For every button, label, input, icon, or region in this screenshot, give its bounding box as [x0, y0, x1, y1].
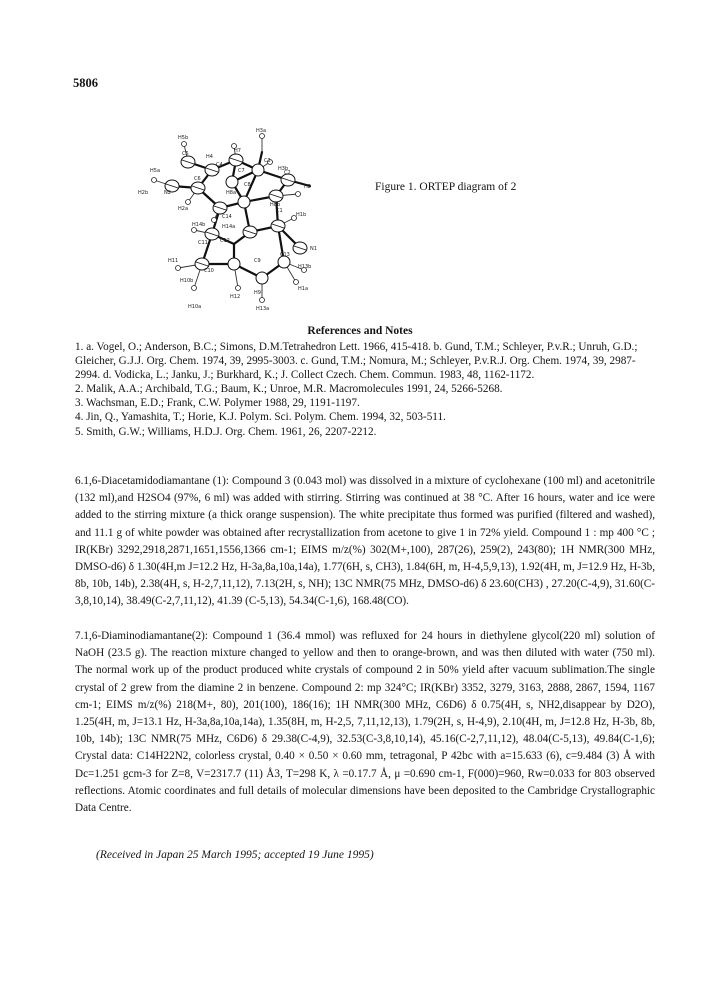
svg-text:C1: C1 — [276, 208, 283, 214]
reference-3: 3. Wachsman, E.D.; Frank, C.W. Polymer 1988, 29, 1191-1197. — [75, 397, 360, 410]
svg-text:H3a: H3a — [256, 128, 267, 134]
note-7-diaminodiamantane: 7.1,6-Diaminodiamantane(2): Compound 1 (36.4 mmol) was refluxed for 24 hours in diethylene glycol(220 ml) solution of NaOH (23.5 g). The reaction mixture changed to yellow and then to orange-brown, and was then diluted with water (750 ml). The normal work up of the product produced white crystals of compound 2 in 50% yield after vacuum sublimation.The single crystal of 2 grew from the diamine 2 in benzene. Compound 2: mp 324°C; IR(KBr) 3352, 3279, 3163, 2888, 2867, 1594, 1167 cm-1; EIMS m/z(%) 218(M+, 80), 201(100), 186(16); 1H NMR(300 MHz, C6D6) δ 0.75(4H, s, NH2,disappear by D2O), 1.25(4H, m, J=13.1 Hz, H-3a,8a,10a,14a), 1.35(8H, m, H-2,5, 7,11,12,13), 1.79(2H, s, H-4,9), 2.10(4H, m, J=12.8 Hz, H-3b, 8b, 10b, 14b); 13C NMR(75 MHz, C6D6) δ 29.38(C-4,9), 32.53(C-3,8,10,14), 45.16(C-2,7,11,12), 48.04(C-5,13), 49.84(C-1,6); Crystal data: C14H22N2, colorless crystal, 0.40 × 0.50 × 0.60 mm, tetragonal, P 42bc with a=15.633 (6), c=9.484 (3) Å with Dc=1.251 gcm-3 for Z=8, V=2317.7 (11) Å3, T=298 K, λ =0.17.7 Å, μ =0.690 cm-1, F(000)=960, Rw=0.033 for 803 observed reflections. Atomic coordinates and full details of molecular dimensions have been deposited to the Cambridge Crystallographic Data Centre. — [75, 630, 655, 815]
atom-c3 — [252, 164, 264, 176]
svg-text:H10a: H10a — [188, 304, 202, 310]
svg-text:H14b: H14b — [192, 222, 206, 228]
svg-text:H5a: H5a — [150, 168, 161, 174]
svg-text:H2b: H2b — [138, 190, 149, 196]
svg-text:H13b: H13b — [298, 264, 312, 270]
svg-text:C8: C8 — [244, 182, 251, 188]
svg-text:H4: H4 — [206, 154, 213, 160]
svg-text:C12: C12 — [220, 238, 230, 244]
note-6-diacetamidodiamantane: 6.1,6-Diacetamidodiamantane (1): Compound 3 (0.043 mol) was dissolved in a mixture of cyclohexane (100 ml) and acetonitrile (132 ml),and H2SO4 (97%, 6 ml) was added with stirring. Stirring was continued at 38 °C. After 16 hours, water and ice were added to the stirring mixture (a thick orange suspension). The white precipitate thus formed was purified (filtered and washed), and 11.1 g of white powder was obtained after recrystallization from acetone to give 1 in 72% yield. Compound 1 : mp 400 °C ; IR(KBr) 3292,2918,2871,1651,1556,1366 cm-1; EIMS m/z(%) 302(M+,100), 287(26), 259(2), 243(80); 1H NMR(300 MHz, DMSO-d6) δ 1.30(4H,m J=12.2 Hz, H-3a,8a,10a,14a), 1.77(6H, s, CH3), 1.84(6H, m, H-4,5,9,13), 1.92(4H, m, J=12.9 Hz, H-3b, 8b, 10b, 14b), 2.38(4H, s, H-2,7,11,12), 7.13(2H, s, NH); 13C NMR(75 MHz, DMSO-d6) δ 23.60(CH3) , 27.20(C-4,9), 31.60(C-3,8,10,14), 38.49(C-2,7,11,12), 41.39 (C-5,13), 54.34(C-1,6), 168.48(CO). — [75, 475, 655, 608]
svg-text:H3b: H3b — [278, 166, 289, 172]
svg-text:C9: C9 — [254, 258, 261, 264]
svg-text:C5: C5 — [182, 151, 189, 157]
figure-caption: Figure 1. ORTEP diagram of 2 — [375, 181, 517, 193]
received-dates: (Received in Japan 25 March 1995; accepted 19 June 1995) — [96, 849, 374, 861]
reference-2: 2. Malik, A.A.; Archibald, T.G.; Baum, K.; Unroe, M.R. Macromolecules 1991, 24, 5266-5268. — [75, 383, 503, 396]
svg-text:C7: C7 — [238, 168, 245, 174]
svg-text:C2: C2 — [284, 170, 291, 176]
svg-text:C13: C13 — [280, 252, 290, 258]
reference-4: 4. Jin, Q., Yamashita, T.; Horie, K.J. Polym. Sci. Polym. Chem. 1994, 32, 503-511. — [75, 411, 446, 424]
references-list — [75, 340, 655, 439]
svg-text:H7: H7 — [234, 148, 241, 154]
reference-5: 5. Smith, G.W.; Williams, H.D.J. Org. Chem. 1961, 26, 2207-2212. — [75, 425, 377, 438]
atom-c8 — [226, 176, 238, 188]
svg-text:C3: C3 — [264, 158, 271, 164]
reference-1: 1. a. Vogel, O.; Anderson, B.C.; Simons, D.M.Tetrahedron Lett. 1966, 415-418. b. Gund, T.M.; Schleyer, P.v.R.; Unruh, G.D.; Gleicher, G.J.J. Org. Chem. 1974, 39, 2995-3003. c. Gund, T.M.; Nomura, M.; Schleyer, P.v.R.J. Org. Chem. 1974, 39, 2987-2994. d. Vodicka, L.; Janku, J.; Burkhard, K.; J. Collect Czech. Chem. Commun. 1983, 48, 1162-1172. — [75, 341, 638, 382]
references-heading: References and Notes — [307, 325, 413, 337]
svg-text:H8a: H8a — [226, 190, 237, 196]
atom-c9b — [256, 272, 268, 284]
svg-text:H9: H9 — [254, 290, 261, 296]
svg-text:C4: C4 — [216, 162, 223, 168]
svg-text:H8b: H8b — [270, 202, 281, 208]
svg-text:H1a: H1a — [298, 286, 309, 292]
svg-text:C11: C11 — [198, 240, 208, 246]
svg-text:H12: H12 — [230, 294, 241, 300]
svg-text:C6: C6 — [194, 176, 201, 182]
svg-text:C10: C10 — [204, 268, 214, 274]
svg-text:H13a: H13a — [256, 306, 270, 312]
ortep-figure — [138, 122, 338, 320]
svg-text:H10b: H10b — [180, 278, 194, 284]
svg-text:N2: N2 — [164, 190, 171, 196]
svg-text:C14: C14 — [222, 214, 232, 220]
svg-text:H5b: H5b — [178, 135, 189, 141]
svg-text:H2a: H2a — [178, 206, 189, 212]
svg-text:H1b: H1b — [296, 212, 307, 218]
svg-text:H11: H11 — [168, 258, 179, 264]
svg-text:N1: N1 — [310, 246, 317, 252]
atom-c12 — [238, 196, 250, 208]
page-number: 5806 — [73, 76, 98, 90]
svg-text:H2: H2 — [304, 184, 311, 190]
atom-c10b — [228, 258, 240, 270]
svg-text:H14a: H14a — [222, 224, 236, 230]
ortep-diagram — [138, 122, 338, 320]
